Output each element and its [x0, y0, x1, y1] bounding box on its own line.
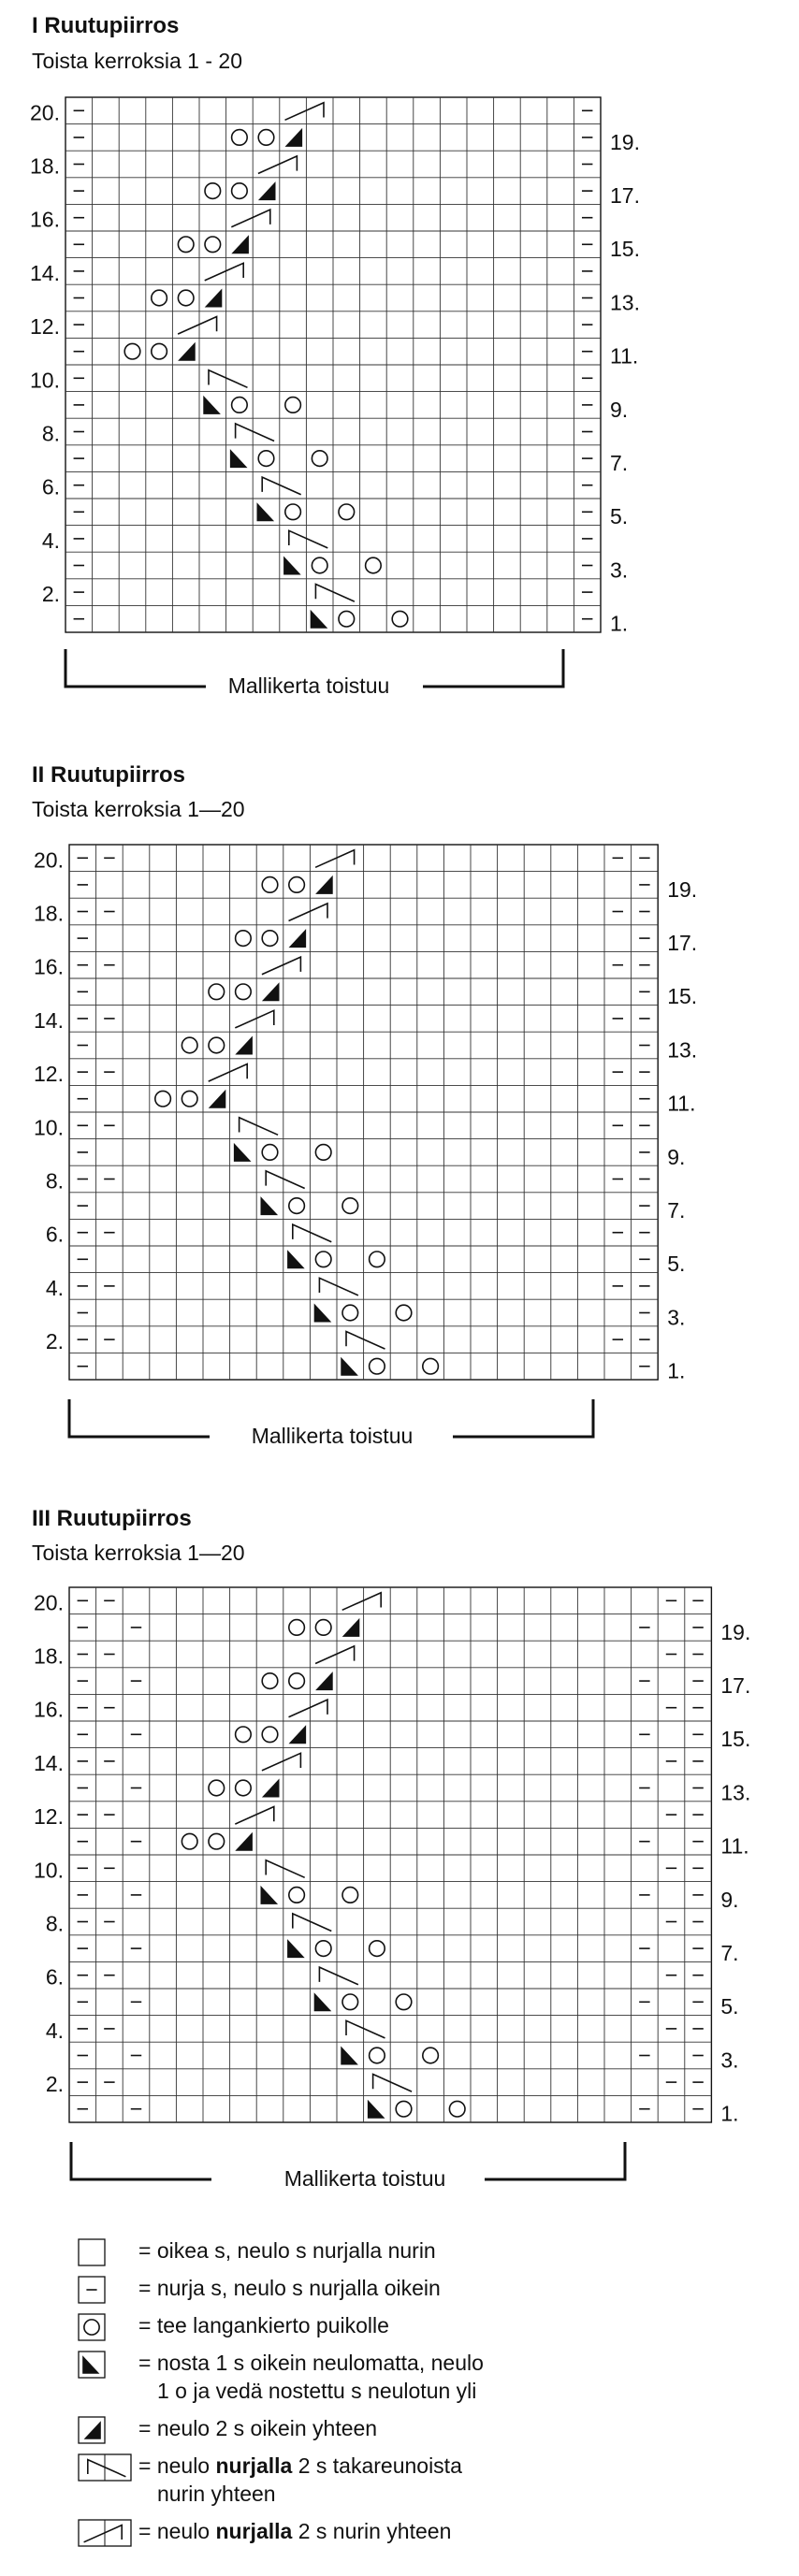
- row-label-left: 10.: [34, 1115, 64, 1140]
- chart-3-subtitle: Toista kerroksia 1—20: [32, 1541, 245, 1565]
- chart-2-subtitle: Toista kerroksia 1—20: [32, 797, 245, 821]
- row-label-left: 4.: [41, 528, 60, 553]
- row-label-left: 16.: [30, 207, 60, 232]
- row-label-left: 14.: [30, 260, 60, 285]
- row-label-left: 12.: [34, 1804, 64, 1830]
- row-label-right: 13.: [720, 1780, 751, 1805]
- row-label-right: 9.: [610, 397, 629, 422]
- row-label-left: 14.: [34, 1007, 64, 1033]
- row-label-right: 17.: [720, 1672, 751, 1698]
- row-label-left: 8.: [45, 1168, 64, 1194]
- row-label-right: 9.: [720, 1887, 739, 1912]
- repeat-bracket-right: [423, 649, 563, 687]
- legend-box-yarn-over: [79, 2314, 105, 2340]
- row-label-left: 6.: [45, 1222, 64, 1247]
- row-label-left: 14.: [34, 1750, 64, 1775]
- row-label-right: 19.: [667, 876, 698, 902]
- row-label-right: 15.: [720, 1727, 751, 1752]
- legend-text-p2tog: = neulo nurjalla 2 s nurin yhteen: [138, 2519, 452, 2543]
- row-label-right: 3.: [610, 557, 629, 583]
- row-label-left: 2.: [45, 1329, 64, 1354]
- row-label-left: 16.: [34, 954, 64, 979]
- repeat-bracket-right: [453, 1399, 593, 1437]
- row-label-left: 18.: [34, 1643, 64, 1669]
- row-label-right: 7.: [667, 1197, 686, 1223]
- row-label-right: 9.: [667, 1144, 686, 1169]
- chart-3-repeat-label: Mallikerta toistuu: [283, 2166, 446, 2191]
- chart-2-repeat-label: Mallikerta toistuu: [251, 1424, 414, 1448]
- repeat-bracket-left: [71, 2142, 211, 2179]
- row-label-left: 20.: [30, 100, 60, 125]
- row-label-right: 5.: [667, 1252, 686, 1277]
- row-label-right: 7.: [720, 1940, 739, 1965]
- row-label-right: 5.: [610, 504, 629, 529]
- legend-text-purl: = nurja s, neulo s nurjalla oikein: [138, 2276, 441, 2300]
- row-label-left: 16.: [34, 1697, 64, 1722]
- legend-text-k2tog: = neulo 2 s oikein yhteen: [138, 2416, 378, 2440]
- row-label-right: 17.: [610, 182, 640, 208]
- row-label-right: 1.: [610, 611, 629, 636]
- row-label-right: 3.: [667, 1305, 686, 1330]
- legend-text-p2tog-tbl-2: nurin yhteen: [157, 2482, 276, 2506]
- row-label-right: 19.: [610, 129, 640, 154]
- legend-text-skp: = nosta 1 s oikein neulomatta, neulo: [138, 2351, 484, 2375]
- row-label-left: 8.: [45, 1911, 64, 1936]
- row-label-right: 7.: [610, 450, 629, 475]
- row-label-right: 5.: [720, 1994, 739, 2019]
- repeat-bracket-left: [65, 649, 206, 687]
- row-label-left: 18.: [30, 153, 60, 179]
- legend-text-skp-2: 1 o ja vedä nostettu s neulotun yli: [157, 2379, 477, 2403]
- row-label-right: 11.: [610, 343, 639, 369]
- chart-3-title: III Ruutupiirros: [32, 1506, 192, 1531]
- row-label-left: 12.: [30, 314, 60, 340]
- row-label-left: 12.: [34, 1062, 64, 1087]
- row-label-right: 19.: [720, 1619, 751, 1644]
- legend-text-p2tog-tbl: = neulo nurjalla 2 s takareunoista: [138, 2453, 462, 2478]
- row-label-right: 3.: [720, 2048, 739, 2073]
- row-label-left: 2.: [41, 582, 60, 607]
- row-label-left: 20.: [34, 847, 64, 873]
- row-label-right: 17.: [667, 930, 698, 955]
- row-label-right: 1.: [667, 1358, 686, 1383]
- row-label-left: 10.: [30, 368, 60, 393]
- legend-text-knit: = oikea s, neulo s nurjalla nurin: [138, 2238, 436, 2263]
- legend-text-yarn-over: = tee langankierto puikolle: [138, 2313, 389, 2337]
- row-label-right: 11.: [667, 1091, 696, 1116]
- row-label-left: 6.: [41, 474, 60, 499]
- chart-1-repeat-label: Mallikerta toistuu: [227, 673, 390, 698]
- chart-1-title: I Ruutupiirros: [32, 13, 180, 38]
- repeat-bracket-right: [485, 2142, 625, 2179]
- row-label-right: 11.: [720, 1833, 749, 1859]
- row-label-right: 15.: [667, 984, 698, 1009]
- row-label-left: 18.: [34, 901, 64, 926]
- chart-1-subtitle: Toista kerroksia 1 - 20: [32, 49, 242, 73]
- row-label-right: 1.: [720, 2101, 739, 2126]
- row-label-left: 4.: [45, 1275, 64, 1300]
- row-label-left: 8.: [41, 421, 60, 446]
- chart-2-title: II Ruutupiirros: [32, 762, 185, 788]
- row-label-left: 10.: [34, 1858, 64, 1883]
- row-label-left: 6.: [45, 1964, 64, 1990]
- repeat-bracket-left: [69, 1399, 210, 1437]
- legend-box-knit: [79, 2239, 105, 2265]
- row-label-left: 2.: [45, 2072, 64, 2097]
- row-label-left: 4.: [45, 2018, 64, 2043]
- row-label-right: 13.: [610, 290, 640, 315]
- row-label-right: 13.: [667, 1037, 698, 1063]
- row-label-left: 20.: [34, 1590, 64, 1615]
- row-label-right: 15.: [610, 237, 640, 262]
